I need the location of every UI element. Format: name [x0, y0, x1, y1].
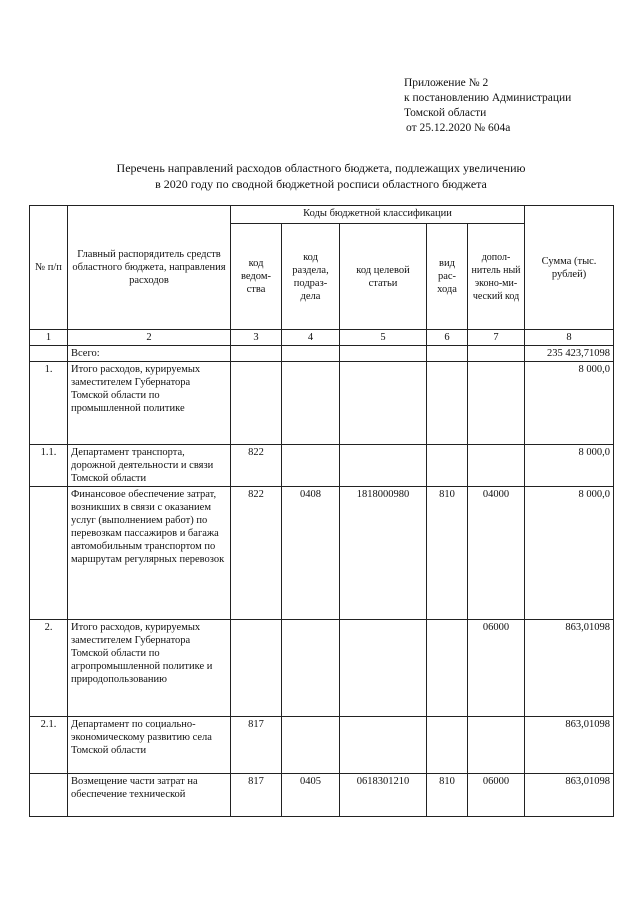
header-dept: код ведом-ства	[231, 224, 282, 330]
header-sum: Сумма (тыс. рублей)	[525, 206, 614, 330]
col-number: 4	[282, 330, 340, 346]
row-type	[427, 717, 468, 774]
row-dept: 822	[231, 445, 282, 487]
row-extra	[468, 717, 525, 774]
row-sum: 863,01098	[525, 620, 614, 717]
appendix-line-1: Приложение № 2	[404, 77, 489, 89]
row-extra	[468, 362, 525, 445]
row-extra: 04000	[468, 487, 525, 620]
row-no: 2.1.	[30, 717, 68, 774]
row-no: 1.	[30, 362, 68, 445]
title-line-1: Перечень направлений расходов областного бюджета, подлежащих увеличению	[116, 161, 526, 175]
row-target	[340, 362, 427, 445]
table-row	[30, 445, 614, 487]
document-title	[30, 160, 612, 192]
row-sum: 8 000,0	[525, 487, 614, 620]
header-no: № п/п	[30, 206, 68, 330]
appendix-line-3: Томской области	[404, 107, 487, 119]
total-label: Всего:	[68, 346, 231, 362]
row-section	[282, 717, 340, 774]
header-extra: допол-нитель ный эконо-ми-ческий код	[468, 224, 525, 330]
row-name: Итого расходов, курируемых заместителем Губернатора Томской области по промышленной политике	[68, 362, 231, 445]
row-extra: 06000	[468, 774, 525, 817]
row-dept	[231, 362, 282, 445]
title-line-2: в 2020 году по сводной бюджетной росписи областного бюджета	[155, 177, 487, 191]
row-type: 810	[427, 487, 468, 620]
row-section	[282, 445, 340, 487]
header-codes-group: Коды бюджетной классификации	[231, 206, 525, 224]
table-row	[30, 774, 614, 817]
row-sum: 8 000,0	[525, 445, 614, 487]
col-number: 5	[340, 330, 427, 346]
total-sum: 235 423,71098	[525, 346, 614, 362]
row-type	[427, 362, 468, 445]
header-expense: вид рас-хода	[427, 224, 468, 330]
row-type	[427, 445, 468, 487]
appendix-line-4: от 25.12.2020 № 604а	[406, 122, 511, 134]
header-row-1	[30, 206, 614, 224]
column-number-row	[30, 330, 614, 346]
row-no: 1.1.	[30, 445, 68, 487]
table-row	[30, 620, 614, 717]
row-name: Департамент транспорта, дорожной деятельности и связи Томской области	[68, 445, 231, 487]
col-number: 8	[525, 330, 614, 346]
row-section	[282, 620, 340, 717]
row-sum: 863,01098	[525, 774, 614, 817]
col-number: 2	[68, 330, 231, 346]
row-dept: 822	[231, 487, 282, 620]
row-no	[30, 487, 68, 620]
table-row	[30, 487, 614, 620]
row-extra: 06000	[468, 620, 525, 717]
row-dept	[231, 620, 282, 717]
col-number: 7	[468, 330, 525, 346]
col-number: 3	[231, 330, 282, 346]
appendix-block	[404, 76, 571, 136]
row-name: Возмещение части затрат на обеспечение технической	[68, 774, 231, 817]
header-section: код раздела, подраз-дела	[282, 224, 340, 330]
row-section: 0405	[282, 774, 340, 817]
appendix-line-2: к постановлению Администрации	[404, 92, 572, 104]
row-dept: 817	[231, 717, 282, 774]
row-target	[340, 445, 427, 487]
row-name: Итого расходов, курируемых заместителем Губернатора Томской области по агропромышленной политике и природопользованию	[68, 620, 231, 717]
row-target	[340, 717, 427, 774]
row-section	[282, 362, 340, 445]
row-section: 0408	[282, 487, 340, 620]
row-sum: 863,01098	[525, 717, 614, 774]
row-sum: 8 000,0	[525, 362, 614, 445]
table-row	[30, 717, 614, 774]
col-number: 1	[30, 330, 68, 346]
col-number: 6	[427, 330, 468, 346]
row-name: Департамент по социально-экономическому развитию села Томской области	[68, 717, 231, 774]
row-target: 1818000980	[340, 487, 427, 620]
budget-table	[29, 205, 614, 817]
row-dept: 817	[231, 774, 282, 817]
row-no	[30, 774, 68, 817]
row-no: 2.	[30, 620, 68, 717]
row-target	[340, 620, 427, 717]
row-extra	[468, 445, 525, 487]
row-name: Финансовое обеспечение затрат, возникших в связи с оказанием услуг (выполнением работ) по перевозкам пассажиров и багажа автомобильным транспортом по маршрутам регулярных перевозок	[68, 487, 231, 620]
table-row	[30, 362, 614, 445]
row-type: 810	[427, 774, 468, 817]
row-type	[427, 620, 468, 717]
row-target: 0618301210	[340, 774, 427, 817]
total-row	[30, 346, 614, 362]
header-target: код целевой статьи	[340, 224, 427, 330]
header-manager: Главный распорядитель средств областного бюджета, направления расходов	[68, 206, 231, 330]
